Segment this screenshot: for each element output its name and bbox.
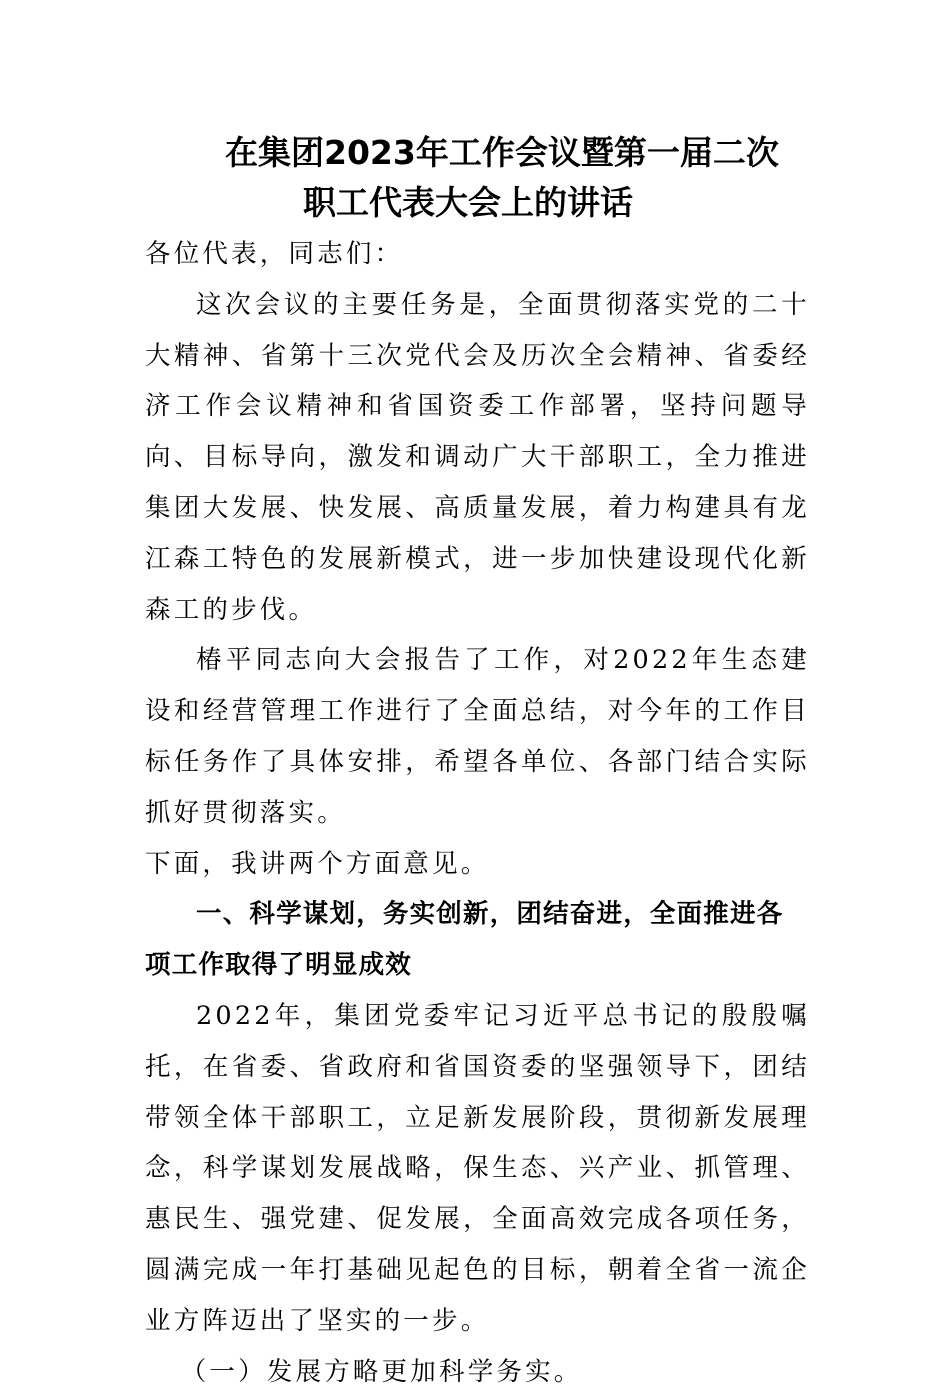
- section-heading-1: 一、科学谋划，务实创新，团结奋进，全面推进各项工作取得了明显成效: [145, 899, 784, 981]
- subsection-heading-1: （一）发展方略更加科学务实。: [180, 1356, 583, 1387]
- salutation: 各位代表，同志们：: [145, 239, 404, 269]
- paragraph-meeting-tasks: 这次会议的主要任务是，全面贯彻落实党的二十大精神、省第十三次党代会及历次全会精神、省委经济工作会议精神和省国资委工作部署，坚持问题导向、目标导向，激发和调动广大干部职工，全力推进集团大发展、快发展、高质量发展，着力构建具有龙江森工特色的发展新模式，进一步加快建设现代化新森工的步伐。: [145, 289, 810, 625]
- paragraph-report-summary: 椿平同志向大会报告了工作，对2022年生态建设和经营管理工作进行了全面总结，对今年的工作目标任务作了具体安排，希望各单位、各部门结合实际抓好贯彻落实。: [145, 645, 810, 828]
- section-1-paragraph: 2022年，集团党委牢记习近平总书记的殷殷嘱托，在省委、省政府和省国资委的坚强领导下，团结带领全体干部职工，立足新发展阶段，贯彻新发展理念，科学谋划发展战略，保生态、兴产业、抓管理、惠民生、强党建、促发展，全面高效完成各项任务，圆满完成一年打基础见起色的目标，朝着全省一流企业方阵迈出了坚实的一步。: [145, 1000, 810, 1336]
- document-title-line-1: 在集团2023年工作会议暨第一届二次: [225, 133, 779, 172]
- document-body: [145, 229, 810, 1397]
- transition-line: 下面，我讲两个方面意见。: [145, 848, 490, 879]
- document-title-line-2: 职工代表大会上的讲话: [303, 183, 633, 222]
